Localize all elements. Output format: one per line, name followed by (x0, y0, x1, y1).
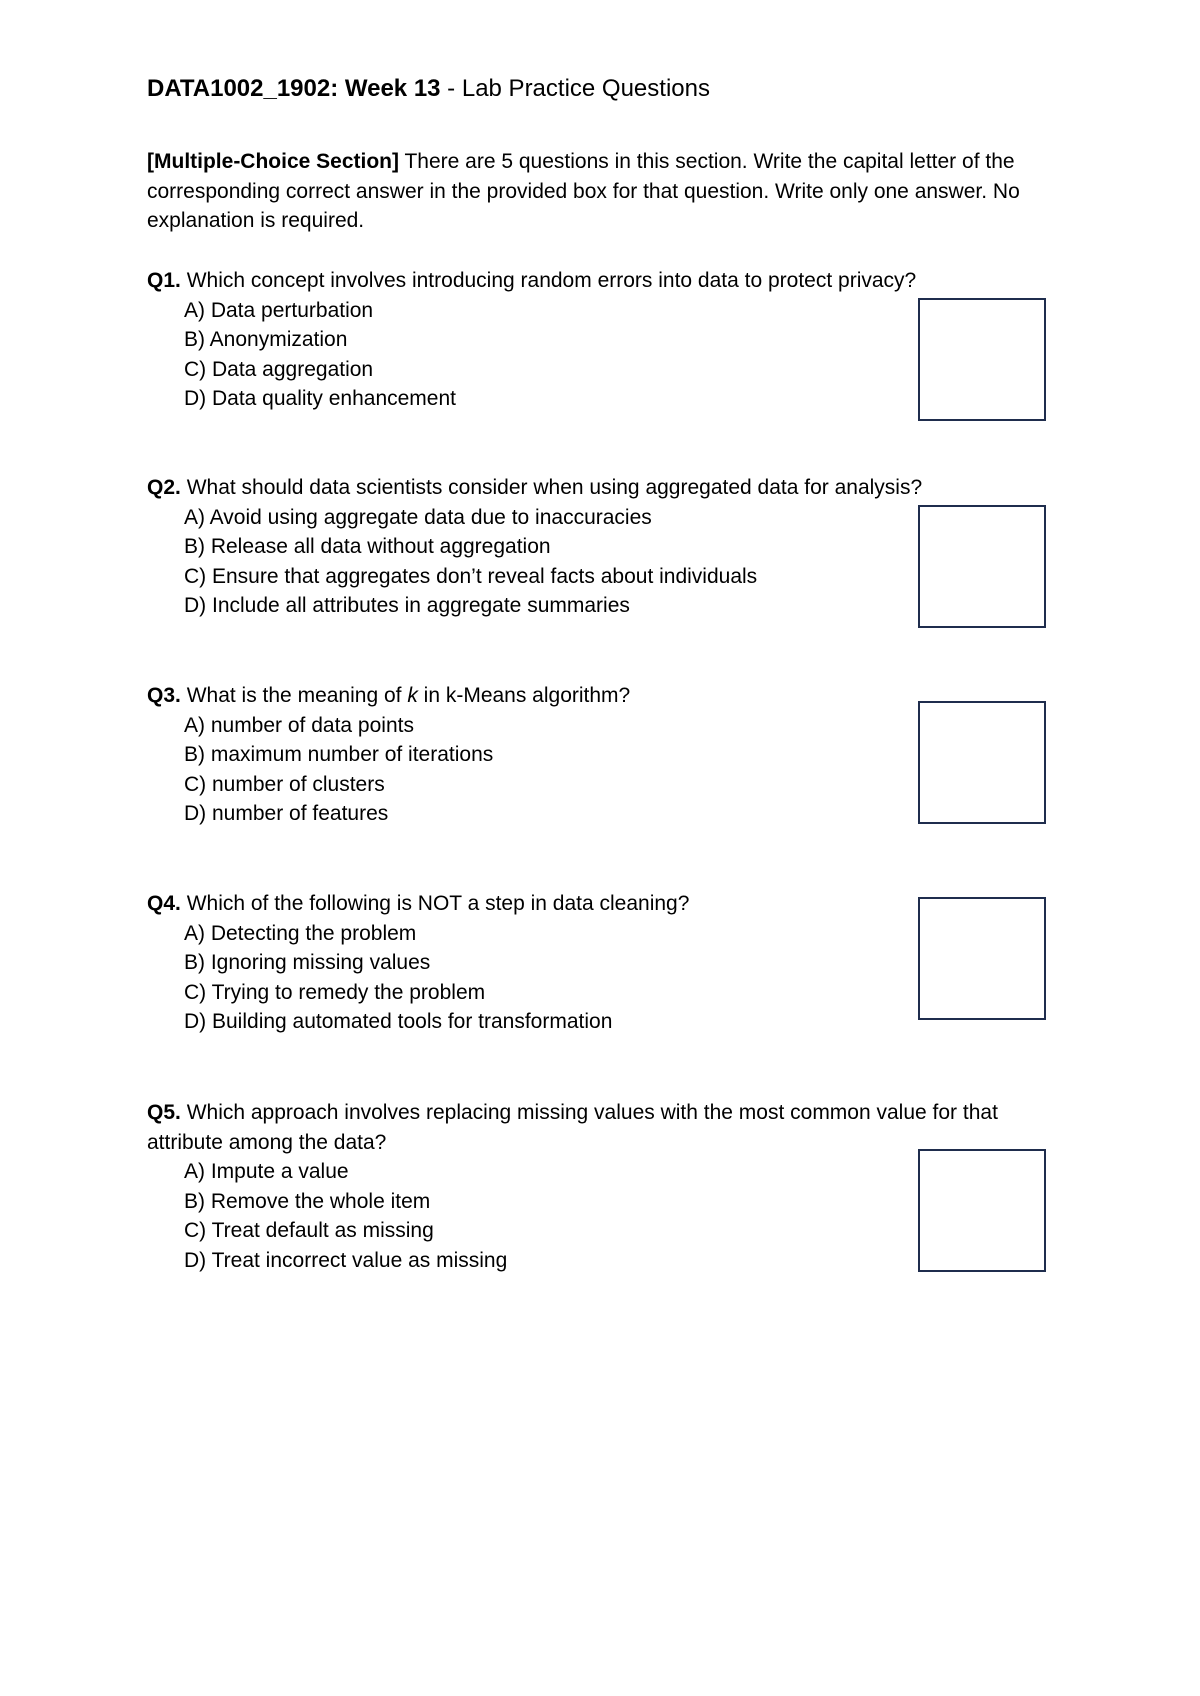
question-text: Which of the following is NOT a step in data cleaning? (180, 892, 690, 915)
question-text: Which concept involves introducing random errors into data to protect privacy? (180, 269, 917, 292)
option-b: B) Ignoring missing values (184, 951, 431, 974)
section-heading: [Multiple-Choice Section] (147, 150, 399, 173)
option-c: C) Treat default as missing (184, 1219, 434, 1242)
option-b: B) Anonymization (184, 328, 348, 351)
question-text-variable: k (407, 684, 418, 707)
option-a: A) Avoid using aggregate data due to inaccuracies (184, 505, 652, 529)
option-c: C) Trying to remedy the problem (184, 980, 486, 1004)
option-a: A) Impute a value (184, 1160, 349, 1183)
answer-box-q3[interactable] (918, 701, 1046, 824)
question-text: What should data scientists consider when using aggregated data for analysis? (180, 476, 923, 499)
option-b: B) Remove the whole item (184, 1189, 431, 1213)
page-title-subtitle: - Lab Practice Questions (440, 75, 710, 102)
question-stem (147, 473, 1077, 503)
option-d: D) Data quality enhancement (184, 387, 456, 410)
option-d: D) number of features (184, 802, 389, 825)
question-number: Q4. (147, 892, 181, 915)
question-text: Which approach involves replacing missing values with the most common value for that attribute among the data? (147, 1101, 998, 1154)
answer-box-q2[interactable] (918, 505, 1046, 628)
answer-box-q1[interactable] (918, 298, 1046, 421)
question-number: Q2. (147, 476, 181, 499)
section-instructions-text: There are 5 questions in this section. Write the capital letter of the corresponding correct answer in the provided box for that question. Write only one answer. No explanation is required. (147, 150, 1020, 232)
answer-box-q5[interactable] (918, 1149, 1046, 1272)
question-number: Q1. (147, 269, 181, 292)
option-b: B) Release all data without aggregation (184, 535, 551, 558)
question-number: Q5. (147, 1101, 181, 1124)
option-d: D) Treat incorrect value as missing (184, 1248, 508, 1272)
question-stem (147, 266, 1077, 296)
option-b: B) maximum number of iterations (184, 743, 494, 766)
option-c: C) Ensure that aggregates don’t reveal facts about individuals (184, 564, 758, 588)
answer-box-q4[interactable] (918, 897, 1046, 1020)
page-title (147, 74, 710, 104)
section-instructions (147, 147, 1067, 236)
option-c: C) number of clusters (184, 772, 385, 796)
option-d: D) Include all attributes in aggregate summaries (184, 594, 630, 617)
option-a: A) Detecting the problem (184, 921, 417, 945)
question-text-start: What is the meaning of (180, 684, 408, 707)
question-text-end: in k-Means algorithm? (417, 684, 631, 707)
option-d: D) Building automated tools for transformation (184, 1010, 613, 1033)
option-c: C) Data aggregation (184, 357, 374, 381)
option-a: A) Data perturbation (184, 298, 374, 322)
question-number: Q3. (147, 684, 181, 707)
page-title-course: DATA1002_1902: Week 13 (147, 75, 441, 102)
option-a: A) number of data points (184, 713, 414, 737)
